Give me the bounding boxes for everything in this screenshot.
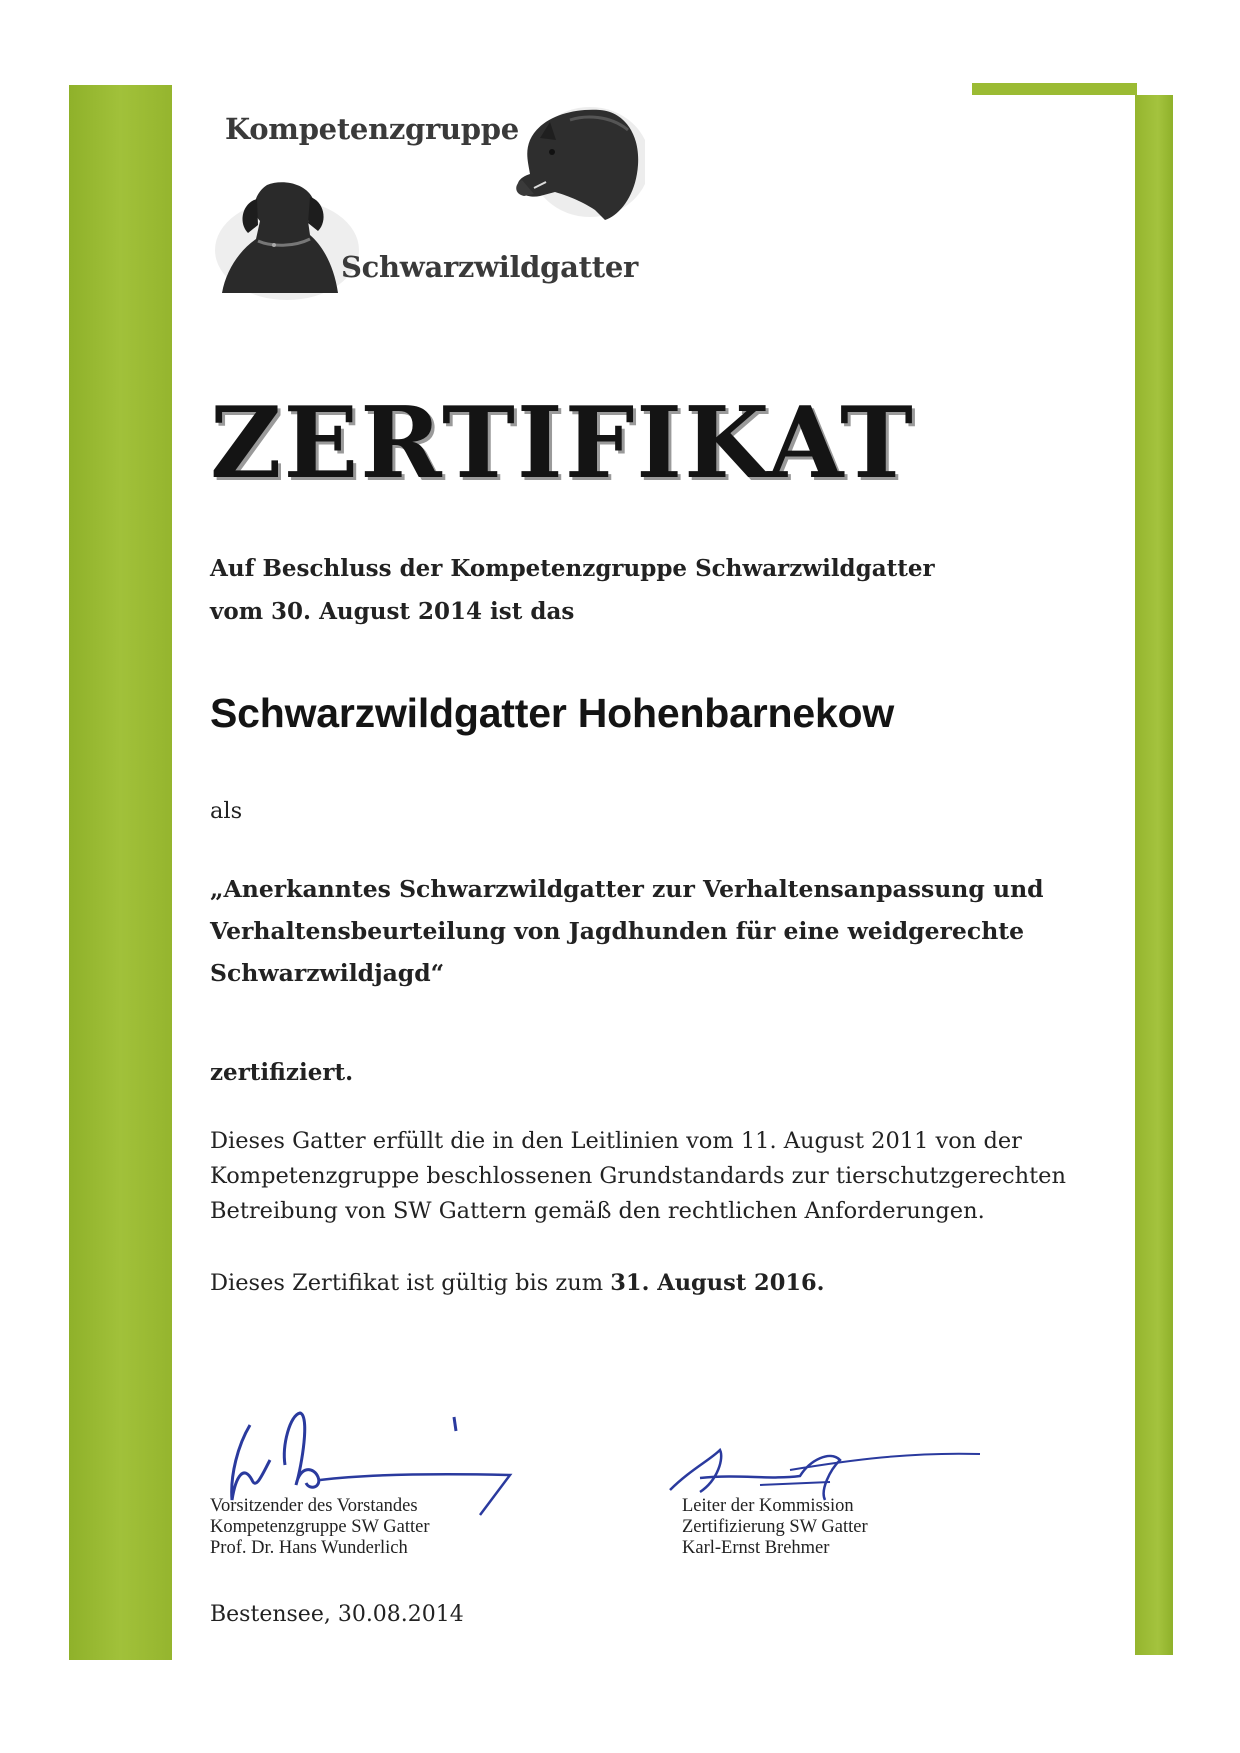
logo-title-top: Kompetenzgruppe [225, 112, 519, 146]
standards-line-3: Betreibung von SW Gattern gemäß den rechtlichen Anforderungen. [210, 1198, 985, 1224]
place-date: Bestensee, 30.08.2014 [210, 1602, 464, 1627]
green-border-top-right [972, 83, 1137, 95]
intro-line-2: vom 30. August 2014 ist das [210, 598, 575, 625]
signature-right-org: Zertifizierung SW Gatter [682, 1517, 868, 1537]
signature-right [682, 1496, 868, 1559]
standards-line-2: Kompetenzgruppe beschlossenen Grundstandards zur tierschutzgerechten [210, 1163, 1066, 1189]
validity-prefix: Dieses Zertifikat ist gültig bis zum [210, 1270, 611, 1296]
logo-title-bottom: Schwarzwildgatter [341, 250, 638, 284]
designation-line-3: Schwarzwildjagd“ [210, 959, 445, 987]
signature-left-name: Prof. Dr. Hans Wunderlich [210, 1538, 408, 1558]
hunting-dog-icon [212, 175, 362, 300]
standards-line-1: Dieses Gatter erfüllt die in den Leitlinien vom 11. August 2011 von der [210, 1128, 1022, 1154]
designation-line-1: „Anerkanntes Schwarzwildgatter zur Verhaltensanpassung und [210, 875, 1044, 903]
facility-name: Schwarzwildgatter Hohenbarnekow [210, 690, 895, 736]
signature-right-name: Karl-Ernst Brehmer [682, 1538, 830, 1558]
intro-line-1: Auf Beschluss der Kompetenzgruppe Schwarzwildgatter [210, 555, 935, 582]
certificate-heading: ZERTIFIKAT [210, 386, 915, 501]
signature-right-role: Leiter der Kommission [682, 1496, 854, 1516]
certified-text: zertifiziert. [210, 1059, 354, 1086]
signature-left-org: Kompetenzgruppe SW Gatter [210, 1517, 430, 1537]
validity-date: 31. August 2016. [610, 1270, 825, 1296]
wild-boar-icon [510, 100, 645, 230]
validity-text [210, 1269, 825, 1297]
green-border-left [69, 85, 172, 1660]
green-border-right [1135, 95, 1173, 1655]
signature-left [210, 1496, 430, 1559]
designation-line-2: Verhaltensbeurteilung von Jagdhunden für eine weidgerechte [210, 917, 1025, 945]
signature-left-role: Vorsitzender des Vorstandes [210, 1496, 418, 1516]
als-text: als [210, 798, 243, 824]
